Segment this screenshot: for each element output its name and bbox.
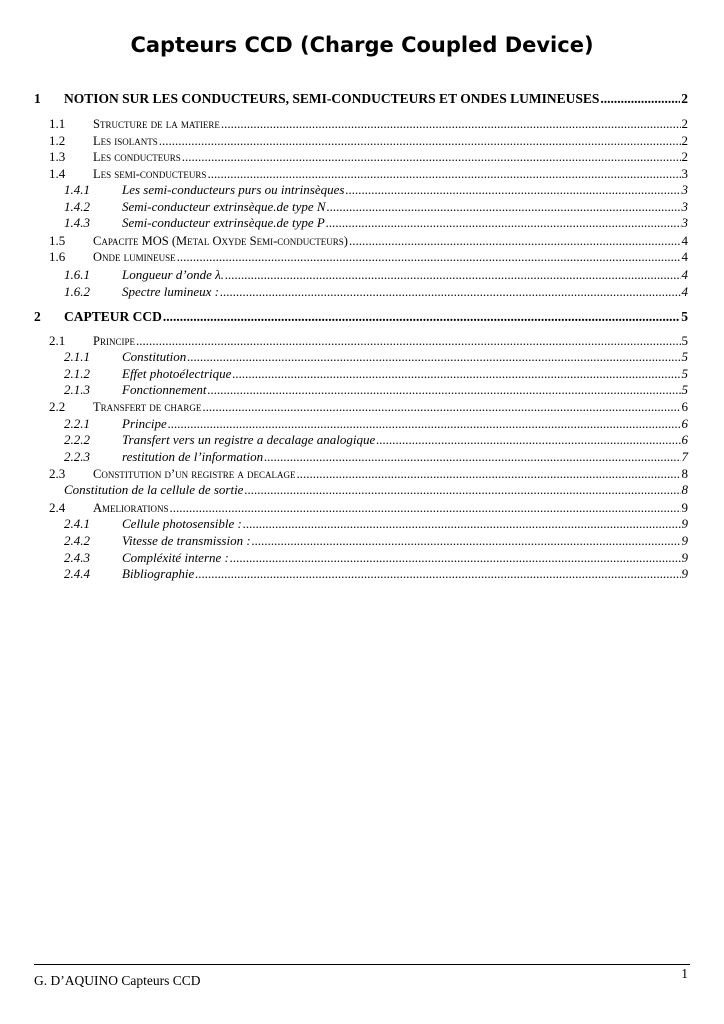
toc-entry-title[interactable]: Constitution de la cellule de sortie xyxy=(64,482,244,497)
toc-entry-page-number: 4 xyxy=(681,267,688,282)
toc-entry-number: 1.6.2 xyxy=(64,284,90,299)
toc-entry-body xyxy=(93,466,688,482)
toc-entry[interactable] xyxy=(0,182,724,198)
footer-author: G. D’AQUINO Capteurs CCD xyxy=(34,973,201,988)
toc-entry-page-number: 2 xyxy=(681,91,688,106)
toc-dot-leader xyxy=(136,333,681,349)
toc-entry-title[interactable]: CAPTEUR CCD xyxy=(64,309,162,324)
toc-entry[interactable] xyxy=(0,533,724,549)
toc-entry-number: 1.5 xyxy=(49,233,66,248)
toc-dot-leader xyxy=(252,533,681,549)
toc-entry[interactable] xyxy=(0,116,724,132)
toc-entry-page-number: 4 xyxy=(681,233,688,248)
toc-entry-title[interactable]: Longueur d’onde λ. xyxy=(122,267,225,282)
toc-entry-number: 2.2.1 xyxy=(64,416,90,431)
toc-dot-leader xyxy=(327,199,681,215)
toc-dot-leader xyxy=(230,550,681,566)
toc-dot-leader xyxy=(177,249,681,265)
toc-dot-leader xyxy=(168,416,681,432)
toc-dot-leader xyxy=(220,284,681,300)
toc-entry-body xyxy=(122,550,688,566)
toc-entry-title[interactable]: Ameliorations xyxy=(93,501,169,515)
document-title: Capteurs CCD (Charge Coupled Device) xyxy=(130,33,594,57)
toc-dot-leader xyxy=(225,267,680,283)
toc-entry[interactable] xyxy=(0,432,724,448)
toc-entry-title[interactable]: Semi-conducteur extrinsèque.de type N xyxy=(122,199,326,214)
toc-entry-title[interactable]: Principe xyxy=(122,416,167,431)
toc-entry[interactable] xyxy=(0,550,724,566)
toc-entry-number: 2.2 xyxy=(49,399,66,414)
toc-entry-page-number: 6 xyxy=(681,432,688,447)
toc-entry-body xyxy=(93,249,688,265)
toc-entry-title[interactable]: Fonctionnement xyxy=(122,382,207,397)
toc-entry-page-number: 2 xyxy=(681,133,688,148)
toc-entry-number: 1.3 xyxy=(49,149,66,164)
toc-entry-title[interactable]: Transfert de charge xyxy=(93,400,202,414)
toc-entry-page-number: 3 xyxy=(681,166,688,181)
toc-entry-page-number: 9 xyxy=(681,550,688,565)
toc-entry[interactable] xyxy=(0,466,724,482)
toc-dot-leader xyxy=(232,366,680,382)
toc-entry-number: 1.1 xyxy=(49,116,66,131)
toc-entry-page-number: 4 xyxy=(681,249,688,264)
toc-entry-title[interactable]: Compléxité interne : xyxy=(122,550,229,565)
toc-entry-number: 2.1 xyxy=(49,333,66,348)
toc-entry-title[interactable]: Effet photoélectrique xyxy=(122,366,232,381)
toc-entry-number: 1.4.3 xyxy=(64,215,90,230)
toc-entry[interactable] xyxy=(0,416,724,432)
toc-entry-body xyxy=(93,500,688,516)
toc-entry-body xyxy=(64,91,688,107)
toc-entry[interactable] xyxy=(0,133,724,149)
toc-entry[interactable] xyxy=(0,233,724,249)
toc-entry[interactable] xyxy=(0,333,724,349)
toc-dot-leader xyxy=(159,133,681,149)
toc-entry-body xyxy=(122,449,688,465)
toc-entry-title[interactable]: Vitesse de transmission : xyxy=(122,533,251,548)
toc-entry-number: 1.4.1 xyxy=(64,182,90,197)
toc-entry-page-number: 2 xyxy=(681,116,688,131)
toc-entry-number: 2.4.1 xyxy=(64,516,90,531)
toc-entry-number: 2.1.1 xyxy=(64,349,90,364)
toc-dot-leader xyxy=(163,309,680,325)
toc-entry-body xyxy=(64,482,688,498)
toc-entry-number: 1.6.1 xyxy=(64,267,90,282)
toc-entry-page-number: 9 xyxy=(681,500,688,515)
toc-entry[interactable] xyxy=(0,516,724,532)
toc-entry[interactable] xyxy=(0,166,724,182)
toc-entry-page-number: 8 xyxy=(681,482,688,497)
toc-entry-number: 2.1.2 xyxy=(64,366,90,381)
toc-entry[interactable] xyxy=(0,309,724,325)
toc-entry-title[interactable]: Onde lumineuse xyxy=(93,250,176,264)
toc-entry-number: 2 xyxy=(34,309,41,324)
toc-entry-number: 1.6 xyxy=(49,249,66,264)
toc-entry-body xyxy=(122,199,688,215)
toc-entry-number: 2.4 xyxy=(49,500,66,515)
toc-entry-body xyxy=(122,215,688,231)
toc-entry[interactable] xyxy=(0,482,724,498)
toc-entry-page-number: 3 xyxy=(681,182,688,197)
toc-entry-body xyxy=(122,382,688,398)
toc-entry[interactable] xyxy=(0,249,724,265)
toc-entry-number: 1.2 xyxy=(49,133,66,148)
toc-entry-number: 1.4.2 xyxy=(64,199,90,214)
toc-entry-title[interactable]: Principe xyxy=(93,334,135,348)
toc-entry-body xyxy=(122,267,688,283)
toc-entry[interactable] xyxy=(0,566,724,582)
toc-entry-body xyxy=(122,566,688,582)
toc-entry[interactable] xyxy=(0,449,724,465)
toc-entry[interactable] xyxy=(0,199,724,215)
toc-entry-title[interactable]: Les semi-conducteurs xyxy=(93,167,207,181)
toc-entry-body xyxy=(122,516,688,532)
toc-dot-leader xyxy=(243,516,681,532)
toc-entry[interactable] xyxy=(0,91,724,107)
toc-dot-leader xyxy=(187,349,680,365)
toc-entry-body xyxy=(122,284,688,300)
toc-entry-title[interactable]: Semi-conducteur extrinsèque.de type P xyxy=(122,215,325,230)
toc-entry-body xyxy=(93,116,688,132)
toc-entry-number: 1.4 xyxy=(49,166,66,181)
toc-entry[interactable] xyxy=(0,382,724,398)
toc-dot-leader xyxy=(600,91,680,107)
toc-entry-title[interactable]: NOTION SUR LES CONDUCTEURS, SEMI-CONDUCTEURS ET ONDES LUMINEUSES xyxy=(64,91,600,106)
toc-entry-page-number: 3 xyxy=(681,199,688,214)
toc-entry-body xyxy=(122,366,688,382)
toc-dot-leader xyxy=(296,466,680,482)
toc-entry-body xyxy=(93,149,688,165)
toc-entry-page-number: 6 xyxy=(681,416,688,431)
toc-entry-title[interactable]: Constitution d’un registre a decalage xyxy=(93,467,296,481)
toc-dot-leader xyxy=(207,382,680,398)
toc-entry-title[interactable]: Capacite MOS (Metal Oxyde Semi-conducteurs) xyxy=(93,234,348,248)
toc-entry-page-number: 2 xyxy=(681,149,688,164)
toc-entry-body xyxy=(93,399,688,415)
toc-entry-page-number: 7 xyxy=(681,449,688,464)
toc-entry-body xyxy=(122,182,688,198)
toc-entry-page-number: 9 xyxy=(681,533,688,548)
toc-entry-body xyxy=(93,233,688,249)
toc-entry-body xyxy=(122,533,688,549)
toc-entry-title[interactable]: restitution de l’information xyxy=(122,449,264,464)
toc-dot-leader xyxy=(349,233,681,249)
toc-entry-number: 1 xyxy=(34,91,41,106)
toc-entry[interactable] xyxy=(0,267,724,283)
toc-entry-page-number: 5 xyxy=(681,366,688,381)
toc-entry-number: 2.2.2 xyxy=(64,432,90,447)
toc-entry-number: 2.1.3 xyxy=(64,382,90,397)
toc-entry-title[interactable]: Structure de la matiere xyxy=(93,117,220,131)
toc-entry-body xyxy=(93,133,688,149)
toc-dot-leader xyxy=(345,182,680,198)
toc-entry-body xyxy=(122,416,688,432)
toc-entry[interactable] xyxy=(0,215,724,231)
toc-entry-title[interactable]: Les conducteurs xyxy=(93,150,181,164)
toc-entry-title[interactable]: Les isolants xyxy=(93,134,158,148)
toc-entry-page-number: 9 xyxy=(681,566,688,581)
footer-divider xyxy=(34,964,690,965)
toc-entry-page-number: 6 xyxy=(681,399,688,414)
toc-entry-title[interactable]: Cellule photosensible : xyxy=(122,516,242,531)
footer-page-number: 1 xyxy=(681,966,688,981)
toc-entry-number: 2.4.4 xyxy=(64,566,90,581)
toc-entry-page-number: 8 xyxy=(681,466,688,481)
toc-entry-title[interactable]: Transfert vers un registre a decalage analogique xyxy=(122,432,376,447)
toc-dot-leader xyxy=(195,566,680,582)
toc-entry-number: 2.4.2 xyxy=(64,533,90,548)
toc-dot-leader xyxy=(170,500,681,516)
toc-entry-body xyxy=(93,333,688,349)
toc-entry[interactable] xyxy=(0,284,724,300)
toc-dot-leader xyxy=(202,399,680,415)
toc-entry-page-number: 5 xyxy=(681,382,688,397)
toc-entry[interactable] xyxy=(0,500,724,516)
toc-entry-number: 2.4.3 xyxy=(64,550,90,565)
toc-entry-page-number: 4 xyxy=(681,284,688,299)
toc-entry-title[interactable]: Bibliographie xyxy=(122,566,195,581)
toc-dot-leader xyxy=(326,215,681,231)
toc-dot-leader xyxy=(264,449,680,465)
toc-entry-body xyxy=(122,432,688,448)
toc-dot-leader xyxy=(207,166,680,182)
toc-entry-title[interactable]: Constitution xyxy=(122,349,187,364)
toc-entry-page-number: 5 xyxy=(681,333,688,348)
toc-dot-leader xyxy=(221,116,681,132)
toc-dot-leader xyxy=(376,432,680,448)
toc-dot-leader xyxy=(182,149,681,165)
toc-entry[interactable] xyxy=(0,149,724,165)
toc-entry-page-number: 3 xyxy=(681,215,688,230)
toc-entry-body xyxy=(93,166,688,182)
toc-entry[interactable] xyxy=(0,349,724,365)
toc-entry-page-number: 9 xyxy=(681,516,688,531)
toc-entry[interactable] xyxy=(0,366,724,382)
toc-entry[interactable] xyxy=(0,399,724,415)
toc-entry-number: 2.3 xyxy=(49,466,66,481)
toc-entry-body xyxy=(64,309,688,325)
toc-entry-title[interactable]: Spectre lumineux : xyxy=(122,284,219,299)
toc-entry-page-number: 5 xyxy=(681,309,688,324)
toc-dot-leader xyxy=(244,482,680,498)
toc-entry-page-number: 5 xyxy=(681,349,688,364)
toc-entry-title[interactable]: Les semi-conducteurs purs ou intrinsèques xyxy=(122,182,345,197)
toc-entry-body xyxy=(122,349,688,365)
toc-entry-number: 2.2.3 xyxy=(64,449,90,464)
